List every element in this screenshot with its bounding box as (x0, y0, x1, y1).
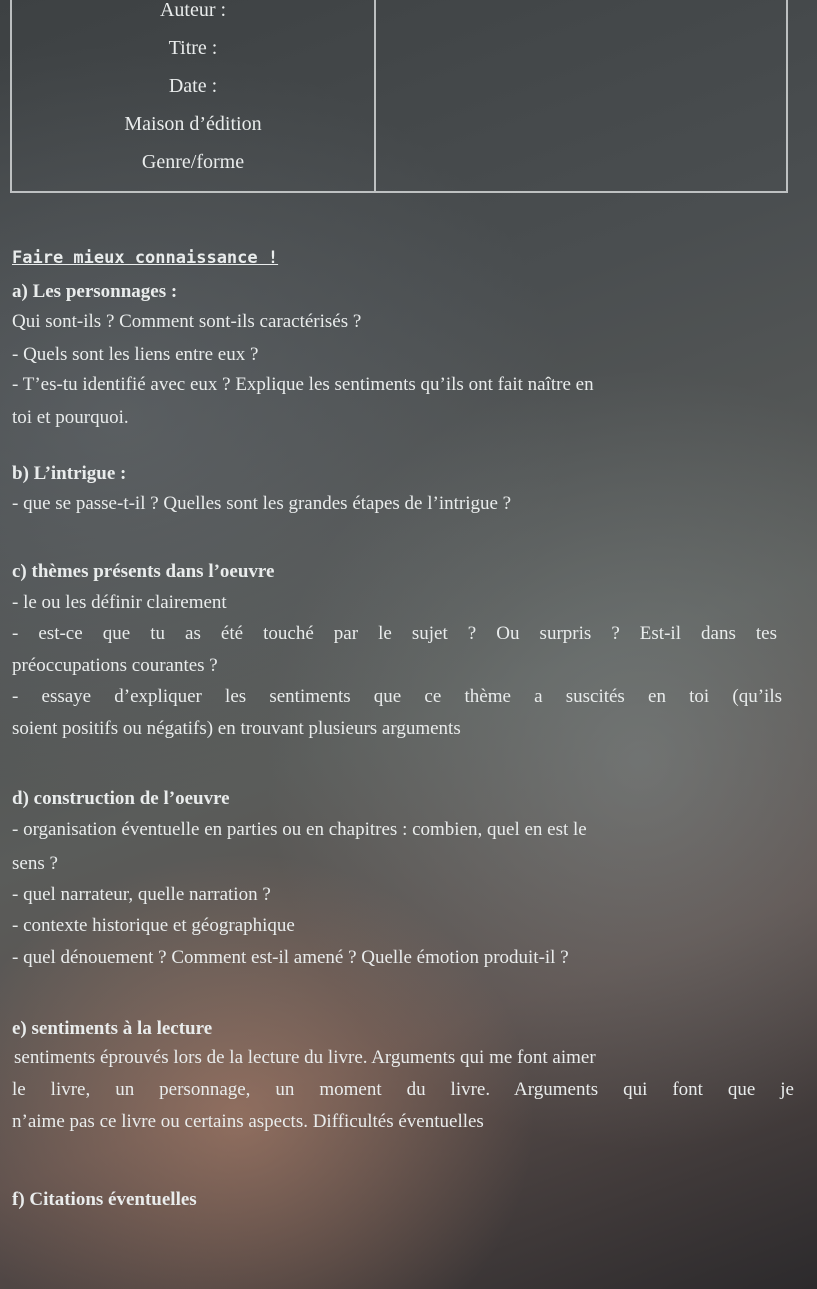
section-d-title: d) construction de l’oeuvre (12, 788, 230, 809)
section-a-line: - Quels sont les liens entre eux ? (12, 344, 259, 365)
date-label: Date : (168, 75, 218, 97)
section-b-line: - que se passe-t-il ? Quelles sont les grandes étapes de l’intrigue ? (12, 493, 512, 514)
genre-label: Genre/forme (141, 151, 245, 173)
section-e-line: n’aime pas ce livre ou certains aspects. Difficultés éventuelles (12, 1111, 484, 1132)
section-d-line: sens ? (12, 853, 58, 874)
section-e-line: sentiments éprouvés lors de la lecture du livre. Arguments qui me font aimer (14, 1047, 596, 1068)
section-e-line: le livre, un personnage, un moment du livre. Arguments qui font que je (12, 1079, 794, 1100)
section-a-line: Qui sont-ils ? Comment sont-ils caractérisés ? (12, 311, 362, 332)
section-d-line: - quel narrateur, quelle narration ? (12, 884, 271, 905)
section-f-title: f) Citations éventuelles (12, 1189, 197, 1210)
publisher-label: Maison d’édition (124, 113, 262, 135)
section-a-line: - T’es-tu identifié avec eux ? Explique les sentiments qu’ils ont fait naître en (12, 374, 594, 395)
section-d-line: - quel dénouement ? Comment est-il amené ? Quelle émotion produit-il ? (12, 947, 569, 968)
section-c-line: - est-ce que tu as été touché par le sujet ? Ou surpris ? Est-il dans tes (12, 623, 777, 644)
section-e-title: e) sentiments à la lecture (12, 1018, 213, 1039)
section-c-line: - le ou les définir clairement (12, 592, 227, 613)
title-label: Titre : (168, 37, 218, 59)
section-c-title: c) thèmes présents dans l’oeuvre (12, 561, 275, 582)
main-heading: Faire mieux connaissance ! (12, 248, 279, 268)
section-b-title: b) L’intrigue : (12, 463, 127, 484)
section-c-line: préoccupations courantes ? (12, 655, 218, 676)
section-c-line: - essaye d’expliquer les sentiments que ce thème a suscités en toi (qu’ils (12, 686, 782, 707)
author-label: Auteur : (159, 0, 227, 21)
book-info-table (10, 0, 788, 193)
table-column-divider (374, 0, 376, 191)
section-d-line: - organisation éventuelle en parties ou en chapitres : combien, quel en est le (12, 819, 587, 840)
info-labels-column (12, 0, 374, 191)
section-a-title: a) Les personnages : (12, 281, 178, 302)
section-c-line: soient positifs ou négatifs) en trouvant plusieurs arguments (12, 718, 461, 739)
section-d-line: - contexte historique et géographique (12, 915, 295, 936)
section-a-line: toi et pourquoi. (12, 407, 129, 428)
